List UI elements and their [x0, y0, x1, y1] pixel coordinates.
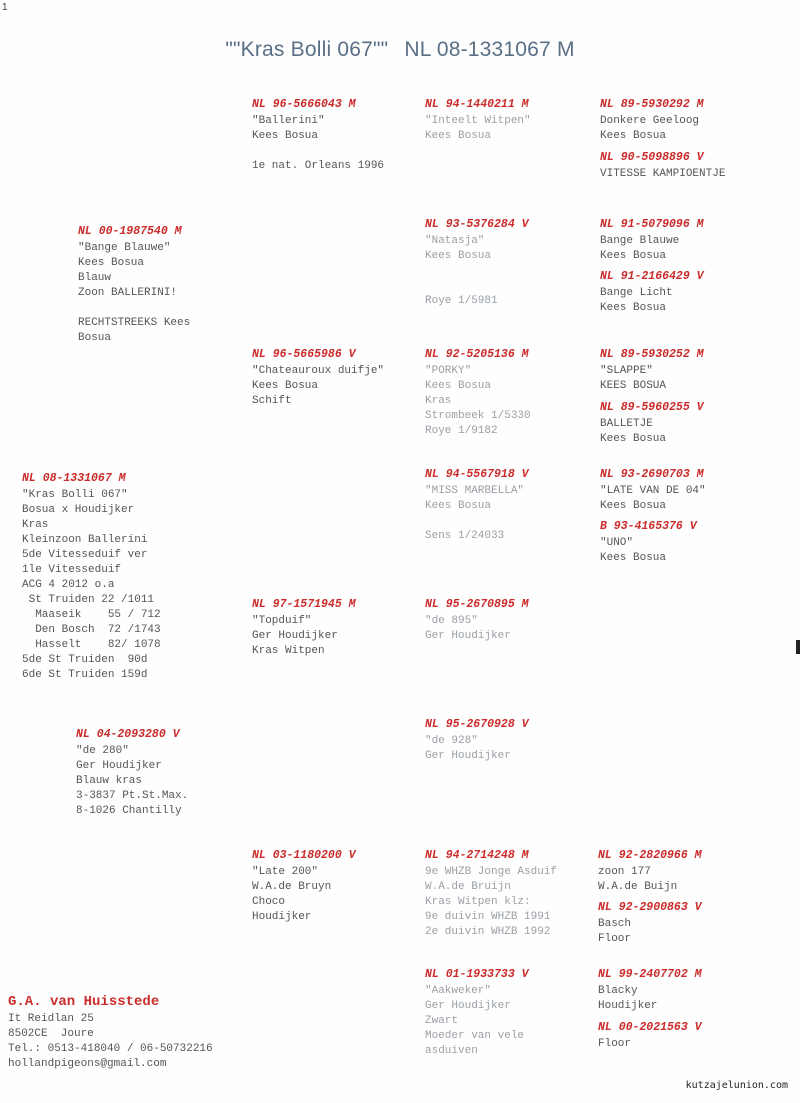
pigeon-card-b1 [425, 97, 531, 144]
detail-line: 8-1026 Chantilly [76, 805, 182, 817]
pigeon-card-b11 [600, 400, 704, 447]
detail-line: Schift [252, 395, 292, 407]
pigeon-card-b6 [600, 217, 704, 264]
detail-line: Floor [598, 1038, 632, 1050]
ring-number: NL 91-2166429 V [600, 270, 704, 283]
breeder-phone: Tel.: 0513-418040 / 06-50732216 [8, 1043, 213, 1055]
pigeon-card-b5 [425, 217, 529, 309]
detail-line: "MISS MARBELLA" [425, 485, 525, 497]
ring-number: NL 94-1440211 M [425, 98, 529, 111]
ring-number: NL 89-5960255 V [600, 401, 704, 414]
detail-line: Kees Bosua [600, 302, 667, 314]
detail-line: Roye 1/5981 [425, 295, 498, 307]
breeder-name: G.A. van Huisstede [8, 994, 160, 1010]
pigeon-card-b18 [76, 727, 188, 819]
detail-line: Kees Bosua [600, 250, 667, 262]
ring-number: NL 99-2407702 M [598, 968, 702, 981]
ring-number: NL 96-5665986 V [252, 348, 356, 361]
detail-line: Moeder van vele [425, 1030, 525, 1042]
pigeon-card-b13 [425, 467, 529, 544]
detail-line: "Kras Bolli 067" [22, 489, 128, 501]
detail-line: "Natasja" [425, 235, 485, 247]
pigeon-card-b24 [425, 967, 529, 1059]
breeder-email[interactable]: hollandpigeons@gmail.com [8, 1058, 167, 1070]
detail-line: Ger Houdijker [252, 630, 338, 642]
detail-line: "Aakweker" [425, 985, 492, 997]
ring-number: NL 03-1180200 V [252, 849, 356, 862]
detail-line: Ger Houdijker [425, 750, 511, 762]
ring-number: B 93-4165376 V [600, 520, 697, 533]
detail-line: Den Bosch 72 /1743 [22, 624, 161, 636]
title-ring: NL 08-1331067 M [404, 38, 575, 61]
pigeon-card-b22 [598, 848, 702, 895]
detail-line: Kees Bosua [252, 380, 319, 392]
detail-line: Zwart [425, 1015, 459, 1027]
detail-line: ACG 4 2012 o.a [22, 579, 115, 591]
detail-line: Maaseik 55 / 712 [22, 609, 161, 621]
pigeon-card-b25 [598, 967, 702, 1014]
pigeon-card-b17 [425, 597, 529, 644]
pigeon-card-b19 [425, 717, 529, 764]
detail-line: Kees Bosua [78, 257, 145, 269]
detail-line: Bange Licht [600, 287, 673, 299]
detail-line: Kees Bosua [252, 130, 319, 142]
detail-line: RECHTSTREEKS Kees [78, 317, 191, 329]
detail-line: Blacky [598, 985, 638, 997]
detail-line: zoon 177 [598, 866, 651, 878]
pigeon-card-b10 [600, 347, 704, 394]
detail-line: Bange Blauwe [600, 235, 680, 247]
title-name: ""Kras Bolli 067"" [225, 38, 389, 61]
detail-line: Kras [22, 519, 49, 531]
detail-line: Houdijker [252, 911, 312, 923]
detail-line: Kees Bosua [600, 500, 667, 512]
detail-line: Ger Houdijker [425, 630, 511, 642]
detail-line: Kras [425, 395, 452, 407]
detail-line: 1e nat. Orleans 1996 [252, 160, 385, 172]
pigeon-card-b23 [598, 900, 702, 947]
ring-number: NL 93-5376284 V [425, 218, 529, 231]
detail-line: Hasselt 82/ 1078 [22, 639, 161, 651]
breeder-city: 8502CE Joure [8, 1028, 94, 1040]
detail-line: KEES BOSUA [600, 380, 667, 392]
detail-line: Kees Bosua [425, 250, 492, 262]
pigeon-card-b0 [252, 97, 384, 174]
pigeon-card-b7 [600, 269, 704, 316]
detail-line [425, 279, 529, 294]
detail-line: Kees Bosua [425, 380, 492, 392]
detail-line: Floor [598, 933, 632, 945]
detail-line: Kees Bosua [600, 130, 667, 142]
pigeon-card-subject [22, 471, 161, 683]
detail-line: Kees Bosua [600, 552, 667, 564]
detail-line: Ger Houdijker [425, 1000, 511, 1012]
ring-number: NL 04-2093280 V [76, 728, 180, 741]
detail-line: Kras Witpen [252, 645, 325, 657]
ring-number: NL 00-1987540 M [78, 225, 182, 238]
pigeon-card-b15 [600, 519, 697, 566]
detail-line: 5de St Truiden 90d [22, 654, 148, 666]
corner-mark: 1 [2, 2, 8, 13]
pigeon-card-b4 [78, 224, 190, 346]
detail-line: Kees Bosua [600, 433, 667, 445]
breeder-street: It Reidlan 25 [8, 1013, 94, 1025]
detail-line: 9e WHZB Jonge Asduif [425, 866, 558, 878]
detail-line: asduiven [425, 1045, 478, 1057]
detail-line: Blauw [78, 272, 112, 284]
ring-number: NL 00-2021563 V [598, 1021, 702, 1034]
detail-line: "LATE VAN DE 04" [600, 485, 706, 497]
detail-line: Zoon BALLERINI! [78, 287, 178, 299]
ring-number: NL 90-5098896 V [600, 151, 704, 164]
ring-number: NL 08-1331067 M [22, 472, 126, 485]
ring-number: NL 95-2670895 M [425, 598, 529, 611]
detail-line: "de 280" [76, 745, 129, 757]
detail-line: Basch [598, 918, 632, 930]
pigeon-card-b9 [425, 347, 531, 439]
detail-line: Sens 1/24033 [425, 530, 505, 542]
detail-line: Kees Bosua [425, 500, 492, 512]
pigeon-card-b8 [252, 347, 384, 409]
ring-number: NL 97-1571945 M [252, 598, 356, 611]
detail-line: Blauw kras [76, 775, 143, 787]
detail-line: 3-3837 Pt.St.Max. [76, 790, 189, 802]
ring-number: NL 92-5205136 M [425, 348, 529, 361]
detail-line: "Chateauroux duifje" [252, 365, 385, 377]
detail-line [252, 144, 384, 159]
pigeon-card-b16 [252, 597, 356, 659]
ring-number: NL 92-2820966 M [598, 849, 702, 862]
detail-line: 1le Vitesseduif [22, 564, 122, 576]
detail-line: W.A.de Bruijn [425, 881, 511, 893]
detail-line: Kleinzoon Ballerini [22, 534, 148, 546]
pigeon-card-b3 [600, 150, 725, 182]
ring-number: NL 96-5666043 M [252, 98, 356, 111]
detail-line: "PORKY" [425, 365, 472, 377]
ring-number: NL 91-5079096 M [600, 218, 704, 231]
detail-line: "de 928" [425, 735, 478, 747]
pigeon-card-b20 [252, 848, 356, 925]
detail-line: Donkere Geeloog [600, 115, 700, 127]
ring-number: NL 93-2690703 M [600, 468, 704, 481]
detail-line: BALLETJE [600, 418, 653, 430]
detail-line: Kras Witpen klz: [425, 896, 531, 908]
ring-number: NL 94-2714248 M [425, 849, 529, 862]
watermark: kutzajelunion.com [685, 1080, 788, 1091]
detail-line: "Inteelt Witpen" [425, 115, 531, 127]
detail-line: Ger Houdijker [76, 760, 162, 772]
detail-line [425, 514, 529, 529]
ring-number: NL 01-1933733 V [425, 968, 529, 981]
detail-line: "UNO" [600, 537, 634, 549]
ring-number: NL 95-2670928 V [425, 718, 529, 731]
detail-line: "de 895" [425, 615, 478, 627]
pigeon-card-b26 [598, 1020, 702, 1052]
detail-line: 5de Vitesseduif ver [22, 549, 148, 561]
breeder-info [8, 992, 213, 1072]
detail-line: Choco [252, 896, 286, 908]
detail-line: 9e duivin WHZB 1991 [425, 911, 551, 923]
detail-line [78, 301, 190, 316]
detail-line: "Ballerini" [252, 115, 325, 127]
detail-line: "Bange Blauwe" [78, 242, 171, 254]
ring-number: NL 94-5567918 V [425, 468, 529, 481]
detail-line: 2e duivin WHZB 1992 [425, 926, 551, 938]
detail-line: Bosua [78, 332, 112, 344]
detail-line: "Late 200" [252, 866, 319, 878]
detail-line: Houdijker [598, 1000, 658, 1012]
pigeon-card-b2 [600, 97, 704, 144]
detail-line: 6de St Truiden 159d [22, 669, 148, 681]
detail-line: VITESSE KAMPIOENTJE [600, 168, 726, 180]
detail-line: W.A.de Bruyn [252, 881, 332, 893]
scan-edge-mark [796, 640, 800, 654]
detail-line: Strombeek 1/5330 [425, 410, 531, 422]
pigeon-card-b14 [600, 467, 706, 514]
detail-line: "Topduif" [252, 615, 312, 627]
detail-line: W.A.de Buijn [598, 881, 678, 893]
detail-line: "SLAPPE" [600, 365, 653, 377]
detail-line: St Truiden 22 /1011 [22, 594, 155, 606]
ring-number: NL 89-5930252 M [600, 348, 704, 361]
pigeon-card-b21 [425, 848, 557, 940]
detail-line: Bosua x Houdijker [22, 504, 135, 516]
detail-line: Kees Bosua [425, 130, 492, 142]
detail-line [425, 264, 529, 279]
detail-line: Roye 1/9182 [425, 425, 498, 437]
ring-number: NL 89-5930292 M [600, 98, 704, 111]
ring-number: NL 92-2900863 V [598, 901, 702, 914]
page-title [0, 38, 800, 62]
